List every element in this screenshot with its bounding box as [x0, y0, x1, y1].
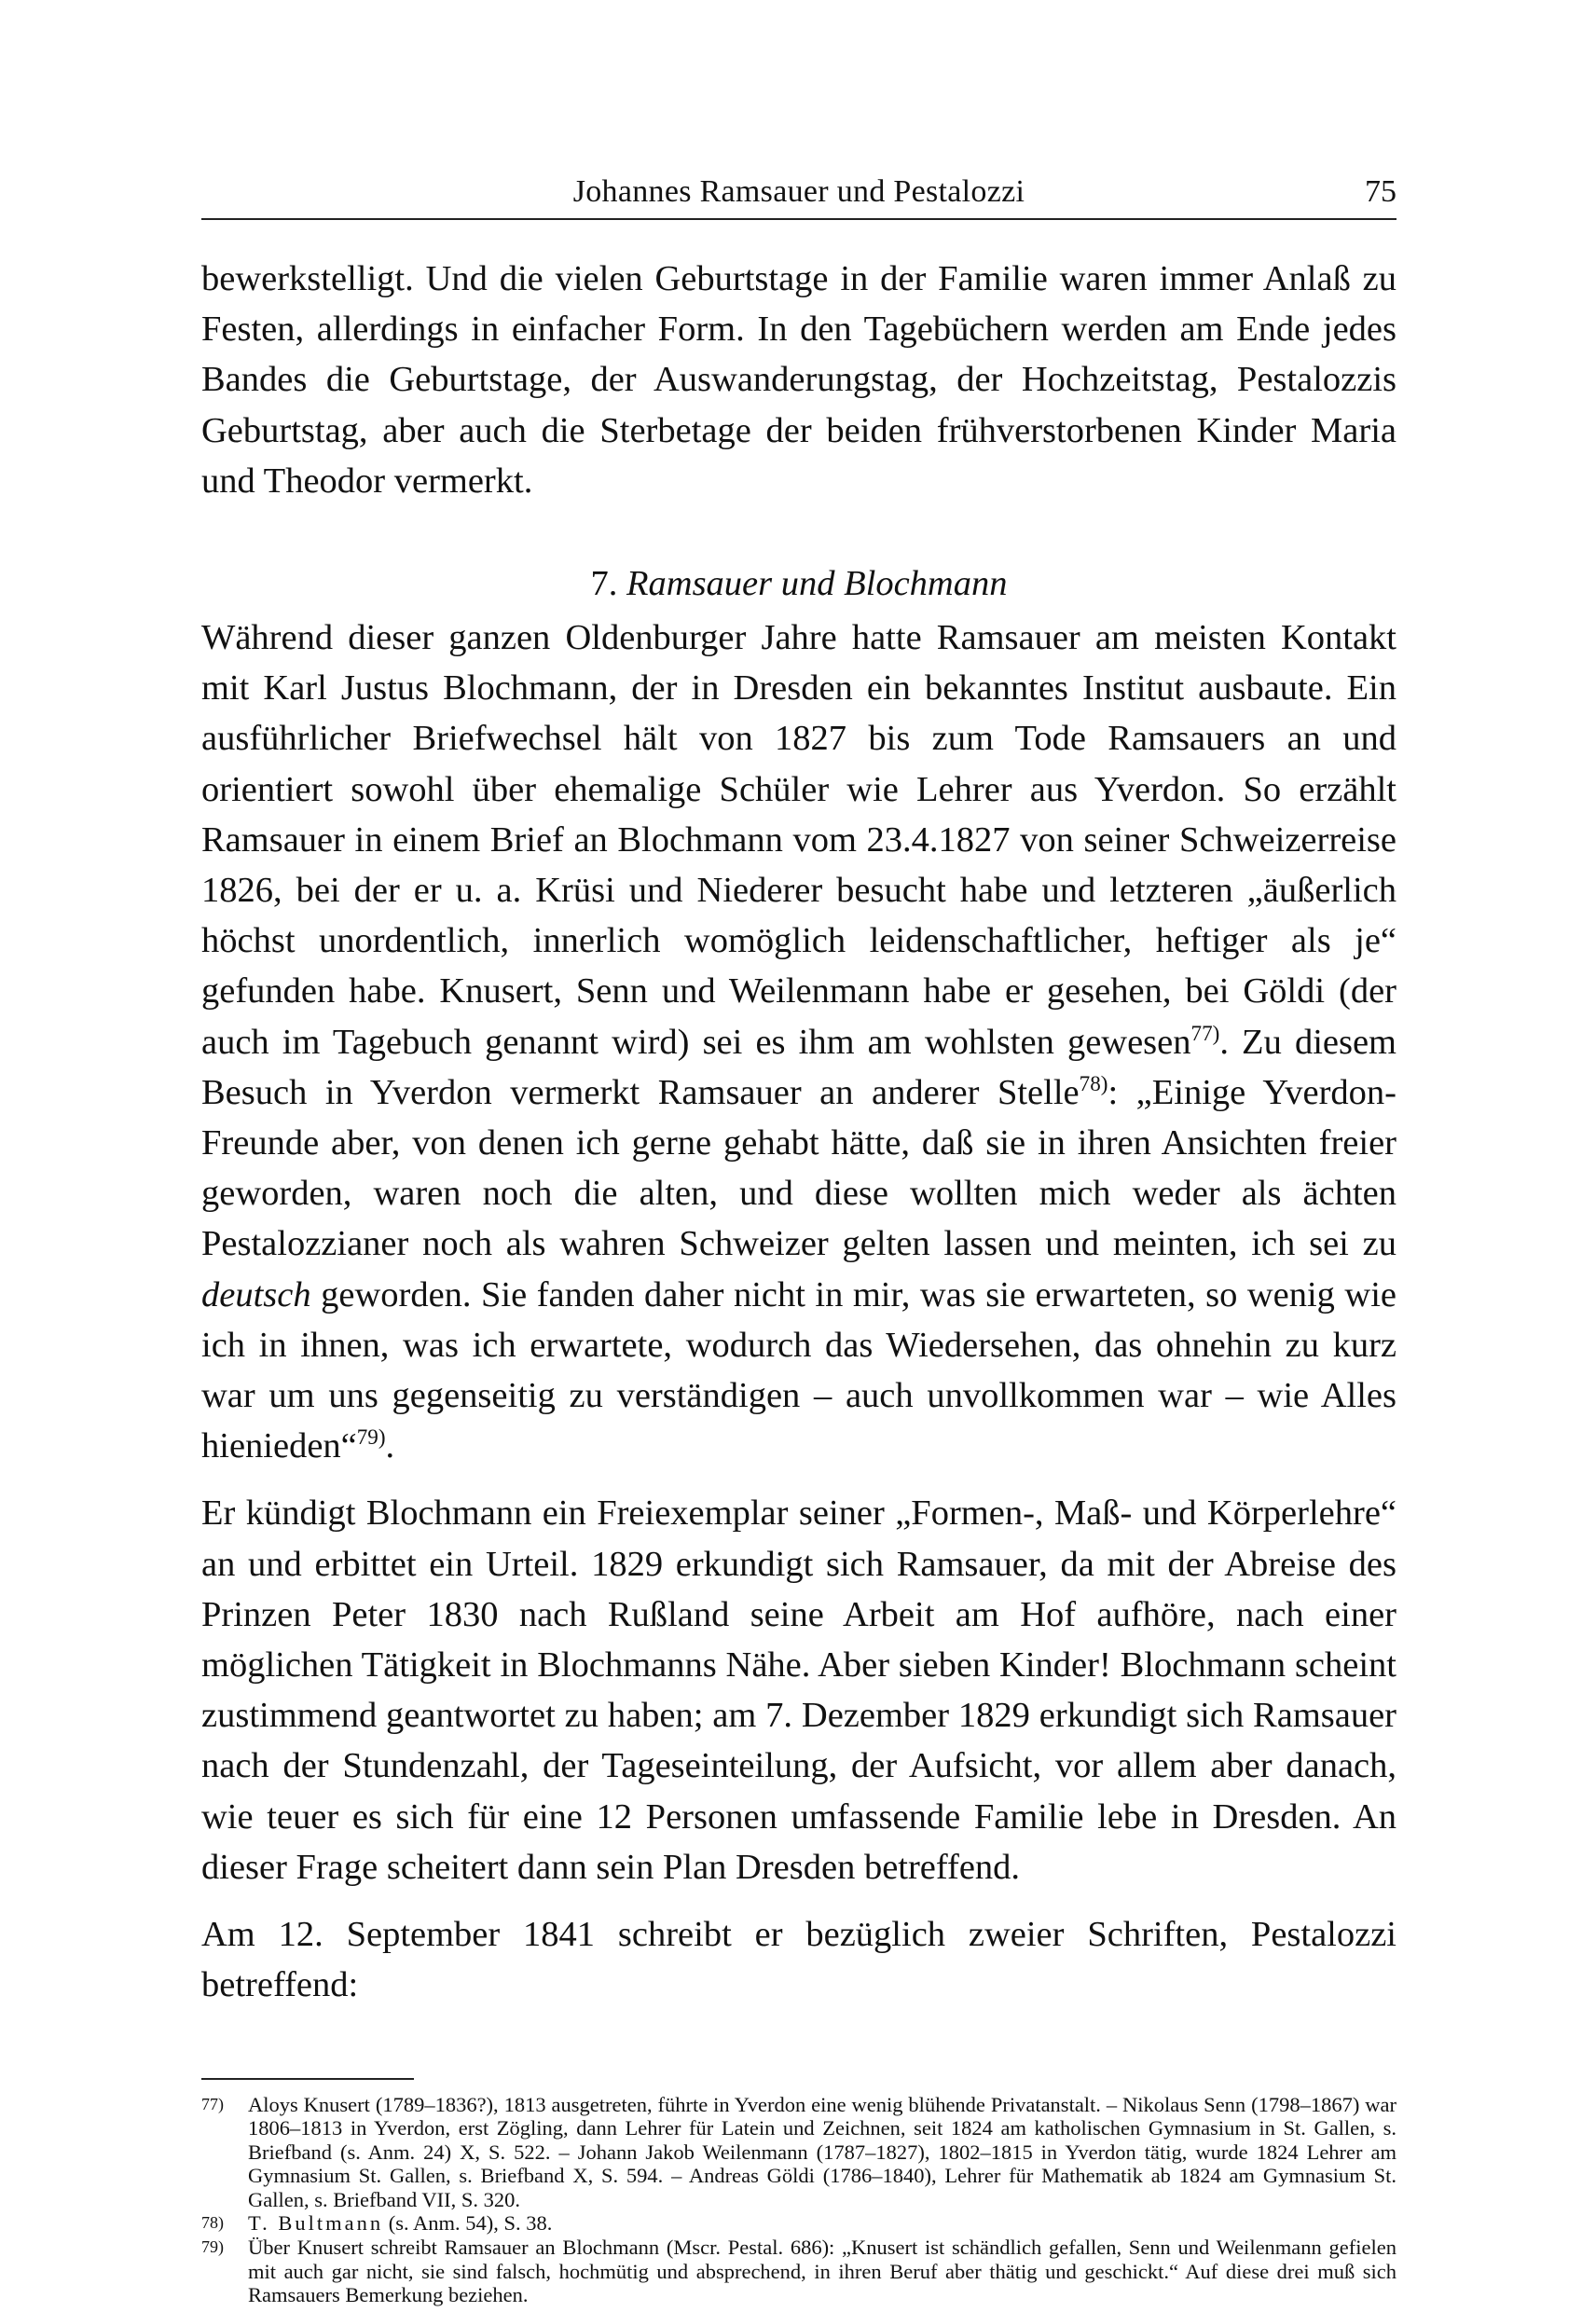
footnote-divider — [201, 2078, 414, 2080]
book-page — [201, 166, 1396, 2307]
footnote-text: Aloys Knusert (1789–1836?), 1813 ausgetreten, führte in Yverdon eine wenig blühende Privatanstalt. – Nikolaus Senn (1798–1867) war 1806–1813 in Yverdon, erst Zögling, dann Lehrer für Latein und Zeichnen, seit 1824 am katholischen Gymnasium in St. Gallen, s. Briefband (s. Anm. 24) X, S. 522. – Johann Jakob Weilenmann (1787–1827), 1802–1815 in Yverdon tätig, wurde 1824 Lehrer am Gymnasium St. Gallen, s. Briefband X, S. 594. – Andreas Göldi (1786–1840), Lehrer für Mathematik ab 1824 am Gymnasium St. Gallen, s. Briefband VII, S. 320. — [248, 2092, 1396, 2211]
page-number: 75 — [1365, 174, 1396, 209]
paragraph-birthdays: bewerkstelligt. Und die vielen Geburtstage in der Familie waren immer Anlaß zu Festen, allerdings in einfacher Form. In den Tagebüchern werden am Ende jedes Bandes die Geburtstage, der Auswanderungstag, der Hochzeitstag, Pestalozzis Geburtstag, aber auch die Sterbetage der beiden frühverstorbenen Kinder Maria und Theodor vermerkt. — [201, 259, 1396, 501]
section-number: 7. — [590, 564, 618, 604]
footnote-text: (s. Anm. 54), S. 38. — [383, 2211, 553, 2236]
text-run: . Zu diesem Besuch in Yverdon vermerkt Ramsauer an anderer Stelle — [201, 1022, 1396, 1112]
footnote-ref-77[interactable]: 77) — [1190, 1020, 1220, 1045]
section-title: Ramsauer und Blochmann — [626, 564, 1008, 604]
footnotes — [201, 2093, 1396, 2307]
main-text — [201, 254, 1396, 2011]
running-title: Johannes Ramsauer und Pestalozzi — [572, 174, 1025, 209]
footnote-mark: 79) — [201, 2237, 224, 2257]
text-run: Während dieser ganzen Oldenburger Jahre hatte Ramsauer am meisten Kontakt mit Karl Justus Blochmann, der in Dresden ein bekanntes Institut ausbaute. Ein ausführlicher Briefwechsel hält von 1827 bis zum Tode Ramsauers an und orientiert sowohl über ehemalige Schüler wie Lehrer aus Yverdon. So erzählt Ramsauer in einem Brief an Blochmann vom 23.4.1827 von seiner Schweizerreise 1826, bei der er u. a. Krüsi und Niederer besucht habe und letzteren „äußerlich höchst unordentlich, innerlich womöglich leidenschaftlicher, heftiger als je“ gefunden habe. Knusert, Senn und Weilenmann habe er gesehen, bei Göldi (der auch im Tagebuch genannt wird) sei es ihm am wohlsten gewesen — [201, 618, 1396, 1062]
footnote-79 — [201, 2236, 1396, 2307]
footnote-mark: 78) — [201, 2213, 224, 2233]
text-run: . — [385, 1426, 395, 1466]
running-header — [201, 166, 1396, 220]
paragraph-blochmann — [201, 612, 1396, 1471]
text-run: geworden. Sie fanden daher nicht in mir, was sie erwarteten, so wenig wie ich in ihnen, was ich erwartete, wodurch das Wiedersehen, das ohnehin zu kurz war um uns gegenseitig zu verständigen – auch unvollkommen war – wie Alles hienieden“ — [201, 1274, 1396, 1466]
paragraph-formenlehre: Er kündigt Blochmann ein Freiexemplar seiner „Formen-, Maß- und Körperlehre“ an und erbittet ein Urteil. 1829 erkundigt sich Ramsauer, da mit der Abreise des Prinzen Peter 1830 nach Rußland seine Arbeit am Hof aufhöre, nach einer möglichen Tätigkeit in Blochmanns Nähe. Aber sieben Kinder! Blochmann scheint zustimmend geantwortet zu haben; am 7. Dezember 1829 erkundigt sich Ramsauer nach der Stundenzahl, der Tageseinteilung, der Aufsicht, vor allem aber danach, wie teuer es sich für eine 12 Personen umfassende Familie lebe in Dresden. An dieser Frage scheitert dann sein Plan Dresden betreffend. — [201, 1493, 1396, 1887]
footnote-ref-79[interactable]: 79) — [356, 1424, 386, 1450]
section-heading — [201, 558, 1396, 609]
footnote-78 — [201, 2211, 1396, 2236]
footnote-text: Über Knusert schreibt Ramsauer an Blochmann (Mscr. Pestal. 686): „Knusert ist schändlich gefallen, Senn und Weilenmann gefielen mit auch gar nicht, sie sind falsch, hochmütig und absprechend, in ihren Beruf aber thätig und geschickt.“ Auf diese drei muß sich Ramsauers Bemerkung beziehen. — [248, 2236, 1396, 2307]
text-run: : „Einige Yverdon-Freunde aber, von denen ich gerne gehabt hätte, daß sie in ihren Ansichten freier geworden, waren noch die alten, und diese wollten mich weder als ächten Pestalozzianer noch als wahren Schweizer gelten lassen und meinten, ich sei zu — [201, 1072, 1396, 1264]
paragraph-september-1841: Am 12. September 1841 schreibt er bezüglich zweier Schriften, Pestalozzi betreffend: — [201, 1915, 1396, 2005]
footnote-77 — [201, 2093, 1396, 2212]
footnote-ref-78[interactable]: 78) — [1079, 1071, 1108, 1096]
footnote-mark: 77) — [201, 2094, 224, 2113]
emphasis-deutsch: deutsch — [201, 1274, 311, 1314]
footnote-author: T. Bultmann — [248, 2211, 384, 2236]
